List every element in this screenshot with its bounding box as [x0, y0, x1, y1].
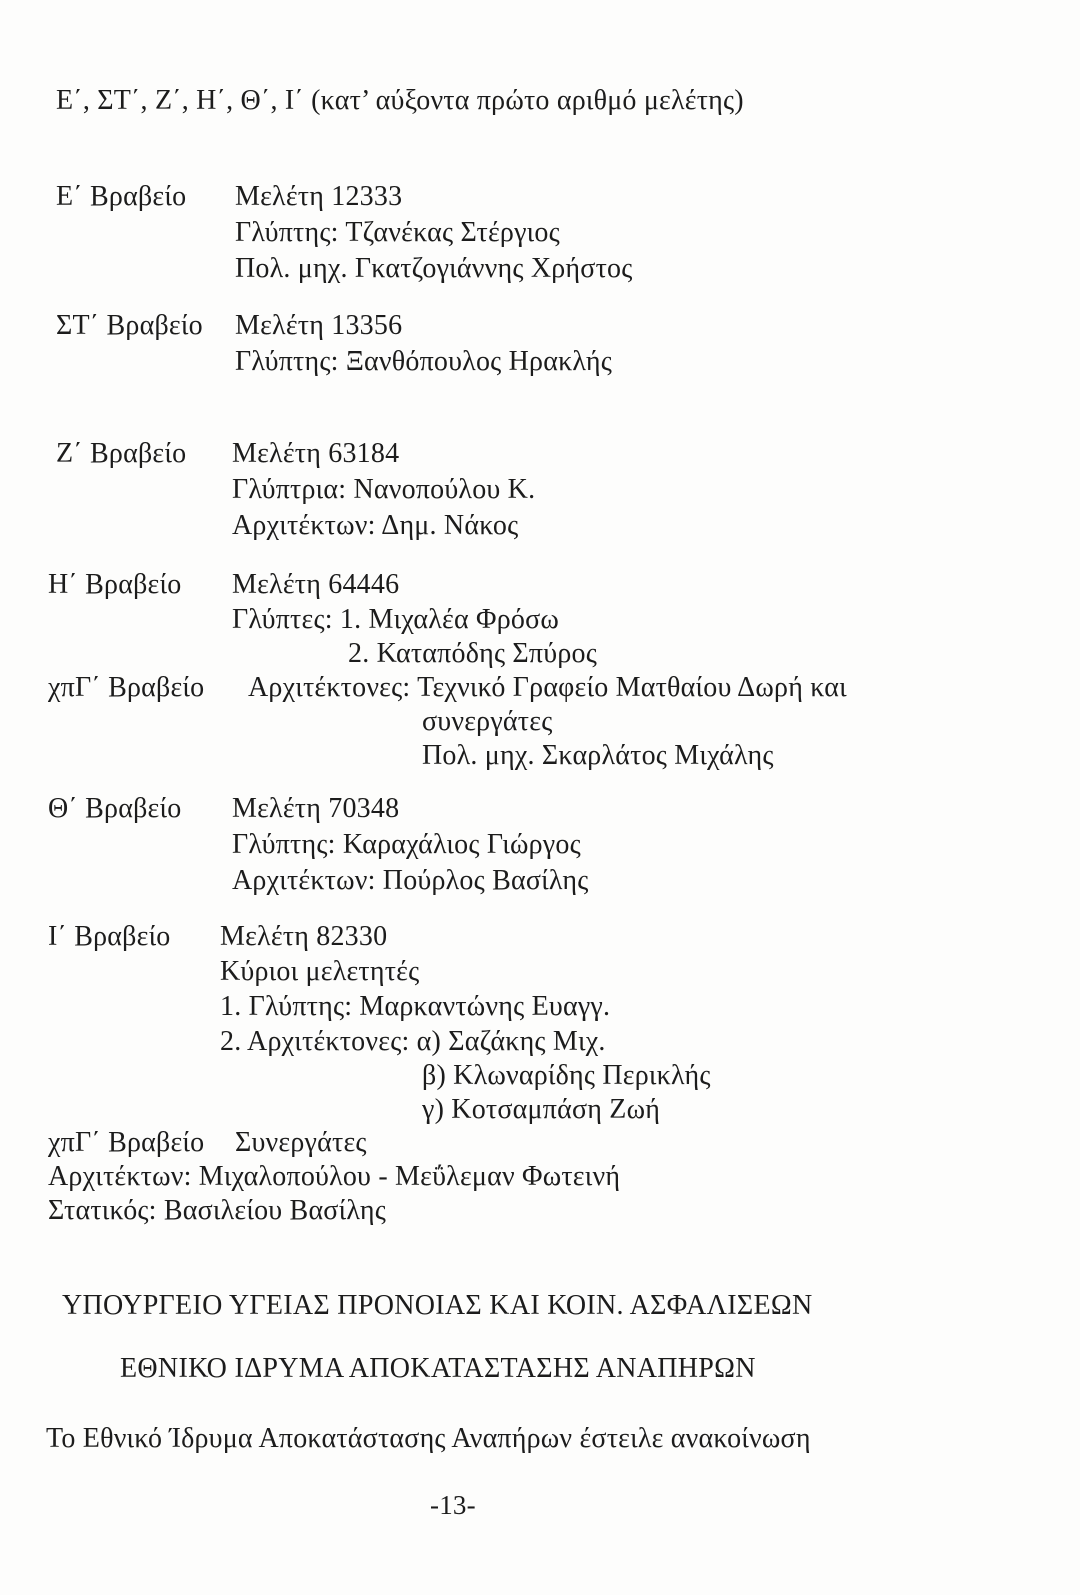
award-i-extra-structural: Στατικός: Βασιλείου Βασίλης: [48, 1195, 386, 1226]
award-h-sculptor-1: Γλύπτες: 1. Μιχαλέα Φρόσω: [232, 604, 560, 635]
award-i-label: Ι΄ Βραβείο: [48, 921, 171, 952]
intro-line: Ε΄, ΣΤ΄, Ζ΄, Η΄, Θ΄, Ι΄ (κατ’ αύξοντα πρώτο αριθμό μελέτης): [56, 85, 744, 116]
ministry-heading: ΥΠΟΥΡΓΕΙΟ ΥΓΕΙΑΣ ΠΡΟΝΟΙΑΣ ΚΑΙ ΚΟΙΝ. ΑΣΦΑΛΙΣΕΩΝ: [62, 1290, 813, 1321]
award-i-study: Μελέτη 82330: [220, 921, 388, 952]
award-i-main-designers: Κύριοι μελετητές: [220, 956, 420, 987]
award-th-architect: Αρχιτέκτων: Πούρλος Βασίλης: [232, 865, 589, 896]
award-h-extra-label: χπΓ΄ Βραβείο: [48, 672, 205, 703]
institution-heading: ΕΘΝΙΚΟ ΙΔΡΥΜΑ ΑΠΟΚΑΤΑΣΤΑΣΗΣ ΑΝΑΠΗΡΩΝ: [120, 1353, 756, 1384]
award-i-extra-architect: Αρχιτέκτων: Μιχαλοπούλου - Μεΰλεμαν Φωτεινή: [48, 1161, 621, 1192]
award-i-sculptor: 1. Γλύπτης: Μαρκαντώνης Ευαγγ.: [220, 991, 611, 1022]
award-e-sculptor: Γλύπτης: Τζανέκας Στέργιος: [235, 217, 560, 248]
award-i-extra-partners: Συνεργάτες: [235, 1127, 367, 1158]
award-th-study: Μελέτη 70348: [232, 793, 400, 824]
award-h-label: Η΄ Βραβείο: [48, 569, 182, 600]
page-number: -13-: [430, 1490, 476, 1520]
award-e-label: Ε΄ Βραβείο: [56, 181, 187, 212]
award-h-extra-architects: Αρχιτέκτονες: Τεχνικό Γραφείο Ματθαίου Δωρή και: [248, 672, 847, 703]
award-e-engineer: Πολ. μηχ. Γκατζογιάννης Χρήστος: [235, 253, 633, 284]
award-st-study: Μελέτη 13356: [235, 310, 403, 341]
award-h-extra-engineer: Πολ. μηχ. Σκαρλάτος Μιχάλης: [422, 740, 774, 771]
award-st-label: ΣΤ΄ Βραβείο: [56, 310, 203, 341]
award-z-architect: Αρχιτέκτων: Δημ. Νάκος: [232, 510, 519, 541]
award-i-architects-a: 2. Αρχιτέκτονες: α) Σαζάκης Μιχ.: [220, 1026, 606, 1057]
award-z-study: Μελέτη 63184: [232, 438, 400, 469]
closing-sentence: Το Εθνικό Ίδρυμα Αποκατάστασης Αναπήρων έστειλε ανακοίνωση: [46, 1423, 811, 1454]
award-th-sculptor: Γλύπτης: Καραχάλιος Γιώργος: [232, 829, 581, 860]
award-i-architects-b: β) Κλωναρίδης Περικλής: [422, 1060, 711, 1091]
award-z-sculptor: Γλύπτρια: Νανοπούλου Κ.: [232, 474, 536, 505]
award-e-study: Μελέτη 12333: [235, 181, 403, 212]
award-h-sculptor-2: 2. Καταπόδης Σπύρος: [348, 638, 597, 669]
award-st-sculptor: Γλύπτης: Ξανθόπουλος Ηρακλής: [235, 346, 613, 377]
award-i-architects-c: γ) Κοτσαμπάση Ζωή: [422, 1094, 661, 1125]
award-z-label: Ζ΄ Βραβείο: [56, 438, 187, 469]
award-h-study: Μελέτη 64446: [232, 569, 400, 600]
award-h-extra-partners: συνεργάτες: [422, 706, 553, 737]
award-i-extra-label: χπΓ΄ Βραβείο: [48, 1127, 205, 1158]
award-th-label: Θ΄ Βραβείο: [48, 793, 182, 824]
